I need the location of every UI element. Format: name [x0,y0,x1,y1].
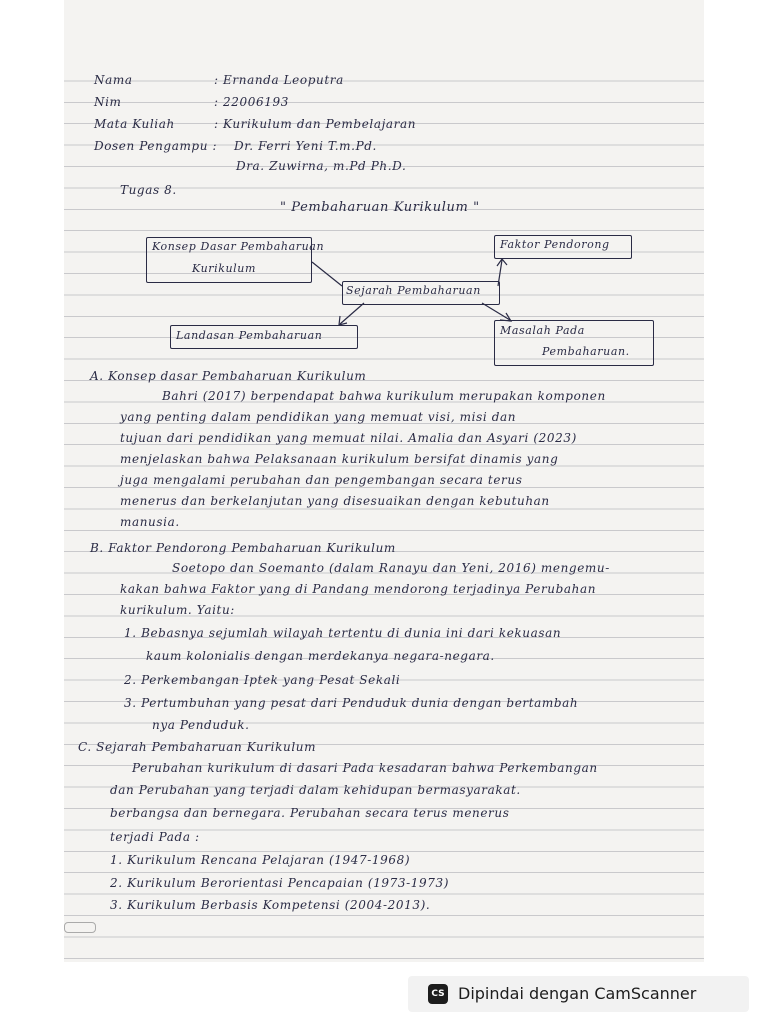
diagram-konsep-line2: Kurikulum [192,262,257,275]
nim-value: : 22006193 [214,95,289,109]
section-a-line: menerus dan berkelanjutan yang disesuaikan dengan kebutuhan [120,494,550,508]
page-title: " Pembaharuan Kurikulum " [280,200,480,215]
section-b-line: Soetopo dan Soemanto (dalam Ranayu dan Yeni, 2016) mengemu- [172,561,610,575]
section-c-item: 3. Kurikulum Berbasis Kompetensi (2004-2013). [110,898,431,912]
section-b-item: nya Penduduk. [152,718,250,732]
section-c-line: dan Perubahan yang terjadi dalam kehidupan bermasyarakat. [110,783,521,797]
book-page-marker [64,922,96,933]
section-b-heading: B. Faktor Pendorong Pembaharuan Kurikulum [90,541,396,555]
camscanner-logo-icon: CS [428,984,448,1004]
diagram-konsep-line1: Konsep Dasar Pembaharuan [152,240,325,253]
tugas-label: Tugas 8. [120,183,177,197]
section-a-line: manusia. [120,515,180,529]
section-c-item: 2. Kurikulum Berorientasi Pencapaian (1973-1973) [110,876,450,890]
arrow-konsep-sejarah [312,262,342,286]
camscanner-footer [408,976,749,1012]
arrow-sejarah-landasan [340,303,364,324]
section-a-line: yang penting dalam pendidikan yang memuat visi, misi dan [120,410,517,424]
scanned-paper-page [64,0,704,962]
section-a-line: Bahri (2017) berpendapat bahwa kurikulum merupakan komponen [162,389,606,403]
diagram-masalah-line1: Masalah Pada [500,324,585,337]
nim-label: Nim [94,95,122,109]
section-a-line: menjelaskan bahwa Pelaksanaan kurikulum bersifat dinamis yang [120,452,559,466]
dosen-value-2: Dra. Zuwirna, m.Pd Ph.D. [236,159,407,173]
matkul-label: Mata Kuliah [94,117,175,131]
diagram-sejarah: Sejarah Pembaharuan [346,284,481,297]
diagram-arrows [64,0,704,400]
section-a-line: juga mengalami perubahan dan pengembangan secara terus [120,473,523,487]
diagram-landasan: Landasan Pembaharuan [176,329,323,342]
section-c-heading: C. Sejarah Pembaharuan Kurikulum [78,740,317,754]
diagram-faktor: Faktor Pendorong [500,238,610,251]
section-c-line: Perubahan kurikulum di dasari Pada kesadaran bahwa Perkembangan [132,761,598,775]
section-b-item: 3. Pertumbuhan yang pesat dari Penduduk dunia dengan bertambah [124,696,579,710]
section-a-line: tujuan dari pendidikan yang memuat nilai. Amalia dan Asyari (2023) [120,431,577,445]
camscanner-text: Dipindai dengan CamScanner [458,984,697,1003]
section-b-item: kaum kolonialis dengan merdekanya negara-negara. [146,649,495,663]
dosen-value-1: Dr. Ferri Yeni T.m.Pd. [234,139,377,153]
section-c-line: terjadi Pada : [110,830,200,844]
section-c-line: berbangsa dan bernegara. Perubahan secara terus menerus [110,806,510,820]
diagram-masalah-line2: Pembaharuan. [542,345,630,358]
section-b-item: 1. Bebasnya sejumlah wilayah tertentu di dunia ini dari kekuasan [124,626,562,640]
section-c-item: 1. Kurikulum Rencana Pelajaran (1947-1968) [110,853,411,867]
section-b-line: kakan bahwa Faktor yang di Pandang mendorong terjadinya Perubahan [120,582,597,596]
arrow-sejarah-masalah [482,303,510,320]
matkul-value: : Kurikulum dan Pembelajaran [214,117,417,131]
nama-value: : Ernanda Leoputra [214,73,344,87]
section-b-item: 2. Perkembangan Iptek yang Pesat Sekali [124,673,401,687]
section-a-heading: A. Konsep dasar Pembaharuan Kurikulum [90,369,367,383]
section-b-line: kurikulum. Yaitu: [120,603,235,617]
nama-label: Nama [94,73,133,87]
dosen-label: Dosen Pengampu : [94,139,218,153]
